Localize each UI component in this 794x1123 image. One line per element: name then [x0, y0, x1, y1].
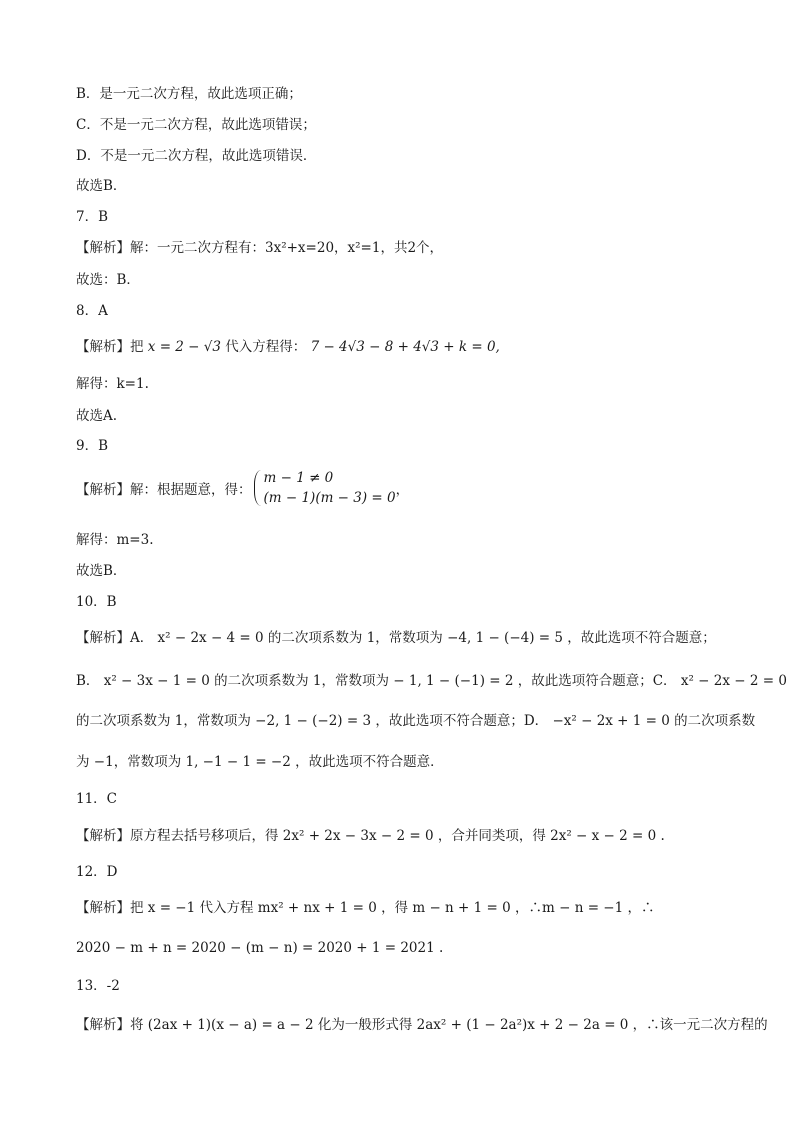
analysis-tag: 【解析】 [76, 482, 130, 498]
q9-choose: 故选B． [76, 563, 127, 579]
q8-choose: 故选A. [76, 408, 118, 424]
q7-analysis: 【解析】解：一元二次方程有：3x²+x=20，x²=1，共2个， [76, 240, 444, 256]
q9-analysis: 【解析】 解：根据题意，得： m − 1 ≠ 0 (m − 1)(m − 3) = 0 ， [76, 470, 410, 506]
q10-line-2: B． x² − 3x − 1 = 0 的二次项系数为 1，常数项为 − 1, 1 − (−1) = 2 ，故此选项符合题意；C． x² − 2x − 2 = 0 [76, 673, 787, 689]
q8-solution: 解得：k=1. [76, 376, 149, 392]
system-eq-1: m − 1 ≠ 0 [263, 470, 334, 486]
line-b: B．是一元二次方程，故此选项正确； [76, 86, 302, 102]
q8-eq1: x = 2 − √3 [147, 339, 221, 355]
q7-choose: 故选：B． [76, 272, 140, 288]
q8-eq2: 7 − 4√3 − 8 + 4√3 + k = 0, [310, 339, 500, 355]
equation-system [254, 468, 396, 508]
q10-line-1: 【解析】A． x² − 2x − 4 = 0 的二次项系数为 1，常数项为 −4, 1 − (−4) = 5 ，故此选项不符合题意； [76, 630, 716, 646]
q12-line-1: 【解析】把 x = −1 代入方程 mx² + nx + 1 = 0 ，得 m − n + 1 = 0 ，∴m − n = −1 ，∴ [76, 900, 655, 916]
q7-number: 7．B [76, 209, 109, 225]
q10-line-3: 的二次项系数为 1，常数项为 −2, 1 − (−2) = 3 ，故此选项不符合题意；D． −x² − 2x + 1 = 0 的二次项系数 [76, 713, 756, 729]
line-c: C．不是一元二次方程，故此选项错误； [76, 117, 316, 133]
q12-line-2: 2020 − m + n = 2020 − (m − n) = 2020 + 1 = 2021 . [76, 940, 444, 956]
system-eq-2: (m − 1)(m − 3) = 0 [263, 490, 396, 506]
line-d: D．不是一元二次方程，故此选项错误． [76, 148, 317, 164]
q8-number: 8．A [76, 303, 108, 319]
q13-line-1: 【解析】将 (2ax + 1)(x − a) = a − 2 化为一般形式得 2ax² + (1 − 2a²)x + 2 − 2a = 0 ，∴该一元二次方程的 [76, 1017, 768, 1033]
line-choose-b: 故选B． [76, 178, 127, 194]
q12-number: 12．D [76, 864, 118, 880]
q10-number: 10．B [76, 594, 117, 610]
q11-line-1: 【解析】原方程去括号移项后，得 2x² + 2x − 3x − 2 = 0 ，合并同类项，得 2x² − x − 2 = 0 . [76, 828, 665, 844]
q11-number: 11．C [76, 791, 118, 807]
q9-number: 9．B [76, 438, 109, 454]
analysis-tag: 【解析】 [76, 339, 130, 355]
q10-line-4: 为 −1，常数项为 1, −1 − 1 = −2 ，故此选项不符合题意． [76, 754, 444, 770]
q8-analysis: 【解析】把 x = 2 − √3 代入方程得： 7 − 4√3 − 8 + 4√3 + k = 0, [76, 339, 500, 355]
q9-solution: 解得：m=3. [76, 532, 154, 548]
q13-number: 13．-2 [76, 978, 120, 994]
